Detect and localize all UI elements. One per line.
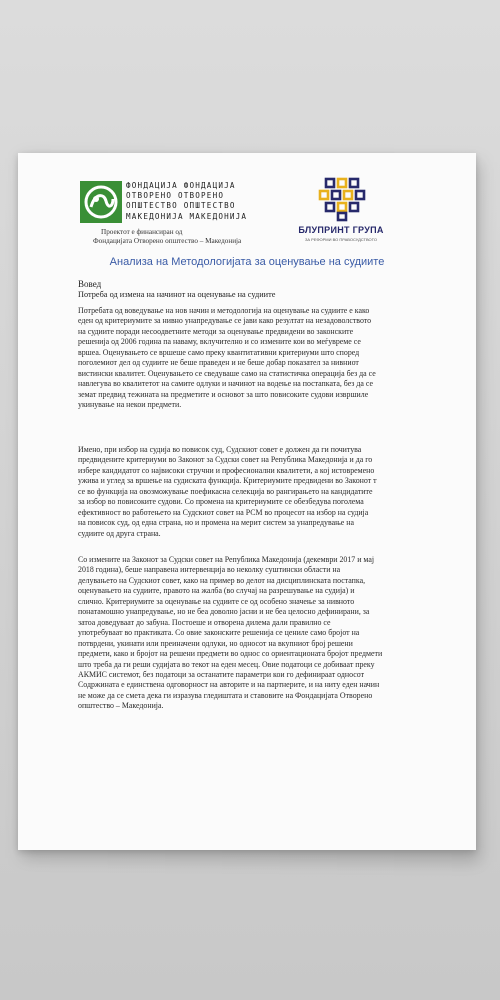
paragraph-line: не може да се смета дека ги изразува гледиштата и ставовите на Фондацијата Отворено [78,690,373,700]
paragraph-line: укинување на некои предмети. [78,400,182,410]
funded-by-note [93,228,313,246]
paragraph-line: затоа доведуваат до забуна. Постоеше и отворена дилема дали правилно се [78,617,331,627]
partner-name: БЛУПРИНТ ГРУПА [298,225,384,235]
blueprint-logo [296,175,386,247]
paragraph-line: оценувањето на судиите, правото на жалба (во случај на разрешување на судија) и [78,586,355,596]
paragraph-line: Имено, при избор на судија во повисок суд, Судскиот совет е должен да ги почитува [78,445,362,454]
paragraph-line: земат предвид тежината на предметите и основот за што повисоките судови извршиле [78,389,369,399]
paragraph-line: избере кандидатот со највисоки стручни и професионални квалитети, а кој истовремено [78,465,375,475]
foundation-logo-icon [80,181,122,223]
paragraph-line: за избор во повисоките судови. Со промена на критериумите се обезбедува поголема [78,497,364,507]
paragraph-line: на повисок суд, од една страна, но и промена на мерит систем за унапредување на [78,518,354,528]
partner-tagline: ЗА РЕФОРМИ ВО ПРАВОСУДСТВОТО [304,237,378,242]
paragraph-line: се во функција на овозможување поефикасна селекција во рангирањето на кандидатите [78,486,373,496]
document-page [18,153,476,850]
paragraph-line: предмети, како и бројот на решени предмети во однос со ориентационата бројот предмети [78,649,383,659]
paragraph-line: ефективност во работењето на Судскиот совет на РСМ во процесот на избор на судија [78,507,369,517]
logo-line: ФОНДАЦИЈА ФОНДАЦИЈА [126,181,236,190]
document-title: Анализа на Методологијата за оценување на судиите [109,256,385,268]
blueprint-logo-icon [296,175,386,223]
paragraph-line: понатамошно унапредување, но не беа доволно јасни и не беа целосно дефинирани, за [78,607,370,617]
paragraph-line: општество – Македонија. [78,701,164,711]
paragraph-line: на судиите поради несоодветните методи за оценување предвидени во законските [78,326,354,336]
paragraph-line: вршеа. Оценувањето се вршеше само преку квантитативни критериуми што според [78,347,360,357]
paragraph-line: ужива и углед за вршење на судиската функција. Критериумите предвидени во Законот т [78,476,377,486]
paragraph-line: употребуваат во практиката. Со овие законските решенија се цениле само бројот на [78,628,360,638]
foundation-logo-text [126,181,256,222]
paragraph-1 [78,306,421,411]
paragraph-line: судиите од друга страна. [78,528,161,538]
funded-line: Фондацијата Отворено општество – Македонија [93,237,242,245]
paragraph-line: навлегува во квалитетот на самите одлуки и начинот на водење на постапката, без да се [78,379,373,389]
paragraph-line: делувањето на Судскиот совет, како на пример во делот на дисциплинската постапка, [78,575,366,585]
paragraph-line: Со измените на Законот за Судски совет на Република Македонија (декември 2017 и мај [78,555,375,564]
logo-line: МАКЕДОНИЈА МАКЕДОНИЈА [126,211,248,221]
paragraph-line: потврдени, укинати или преиначени одлуки, но односот на вкупниот број решени [78,638,353,648]
funded-line: Проектот е финансиран од [101,228,183,236]
paragraph-2 [78,445,421,539]
paragraph-line: Потребата од воведување на нов начин и методологија на оценување на судиите е како [78,306,370,315]
section-label: Вовед [78,279,102,289]
paragraph-line: слично. Критериумите за оценување на судиите се од особено значење за нивното [78,596,355,606]
paragraph-line: поголемиот дел од судиите не беше праведен и не беше добар показател за нивниот [78,358,359,368]
paragraph-line: предвидените критериуми во Законот за Судски совет на Република Македонија и да го [78,455,373,465]
paragraph-line: Содржината е единствена одговорност на авторите и на партнерите, и на ниту еден начин [78,680,380,690]
logo-line: ОТВОРЕНО ОТВОРЕНО [126,191,225,201]
logo-line: ОПШТЕСТВО ОПШТЕСТВО [126,201,236,211]
paragraph-line: еден од критериумите за нивно унапредување се јави како резултат на незадоволството [78,316,372,326]
section-subtitle: Потреба од измена на начинот на оценување на судиите [78,290,276,299]
paragraph-line: 2018 година), беше направена интервенција во неколку суштински области на [78,565,341,575]
paragraph-line: решенија од 2006 година па наваму, вклучително и со измените кои во меѓувреме се [78,337,361,347]
paragraph-line: АКМИС системот, без податоци за останатите параметри кои го дефинираат односот [78,669,365,679]
paragraph-line: вистински квалитет. Оценувањето се сведуваше само на статистичка операција без да се [78,368,376,378]
paragraph-3 [78,555,421,712]
paragraph-line: што треба да ги реши судијата во текот на еден месец. Овие податоци се добиваат преку [78,659,375,669]
